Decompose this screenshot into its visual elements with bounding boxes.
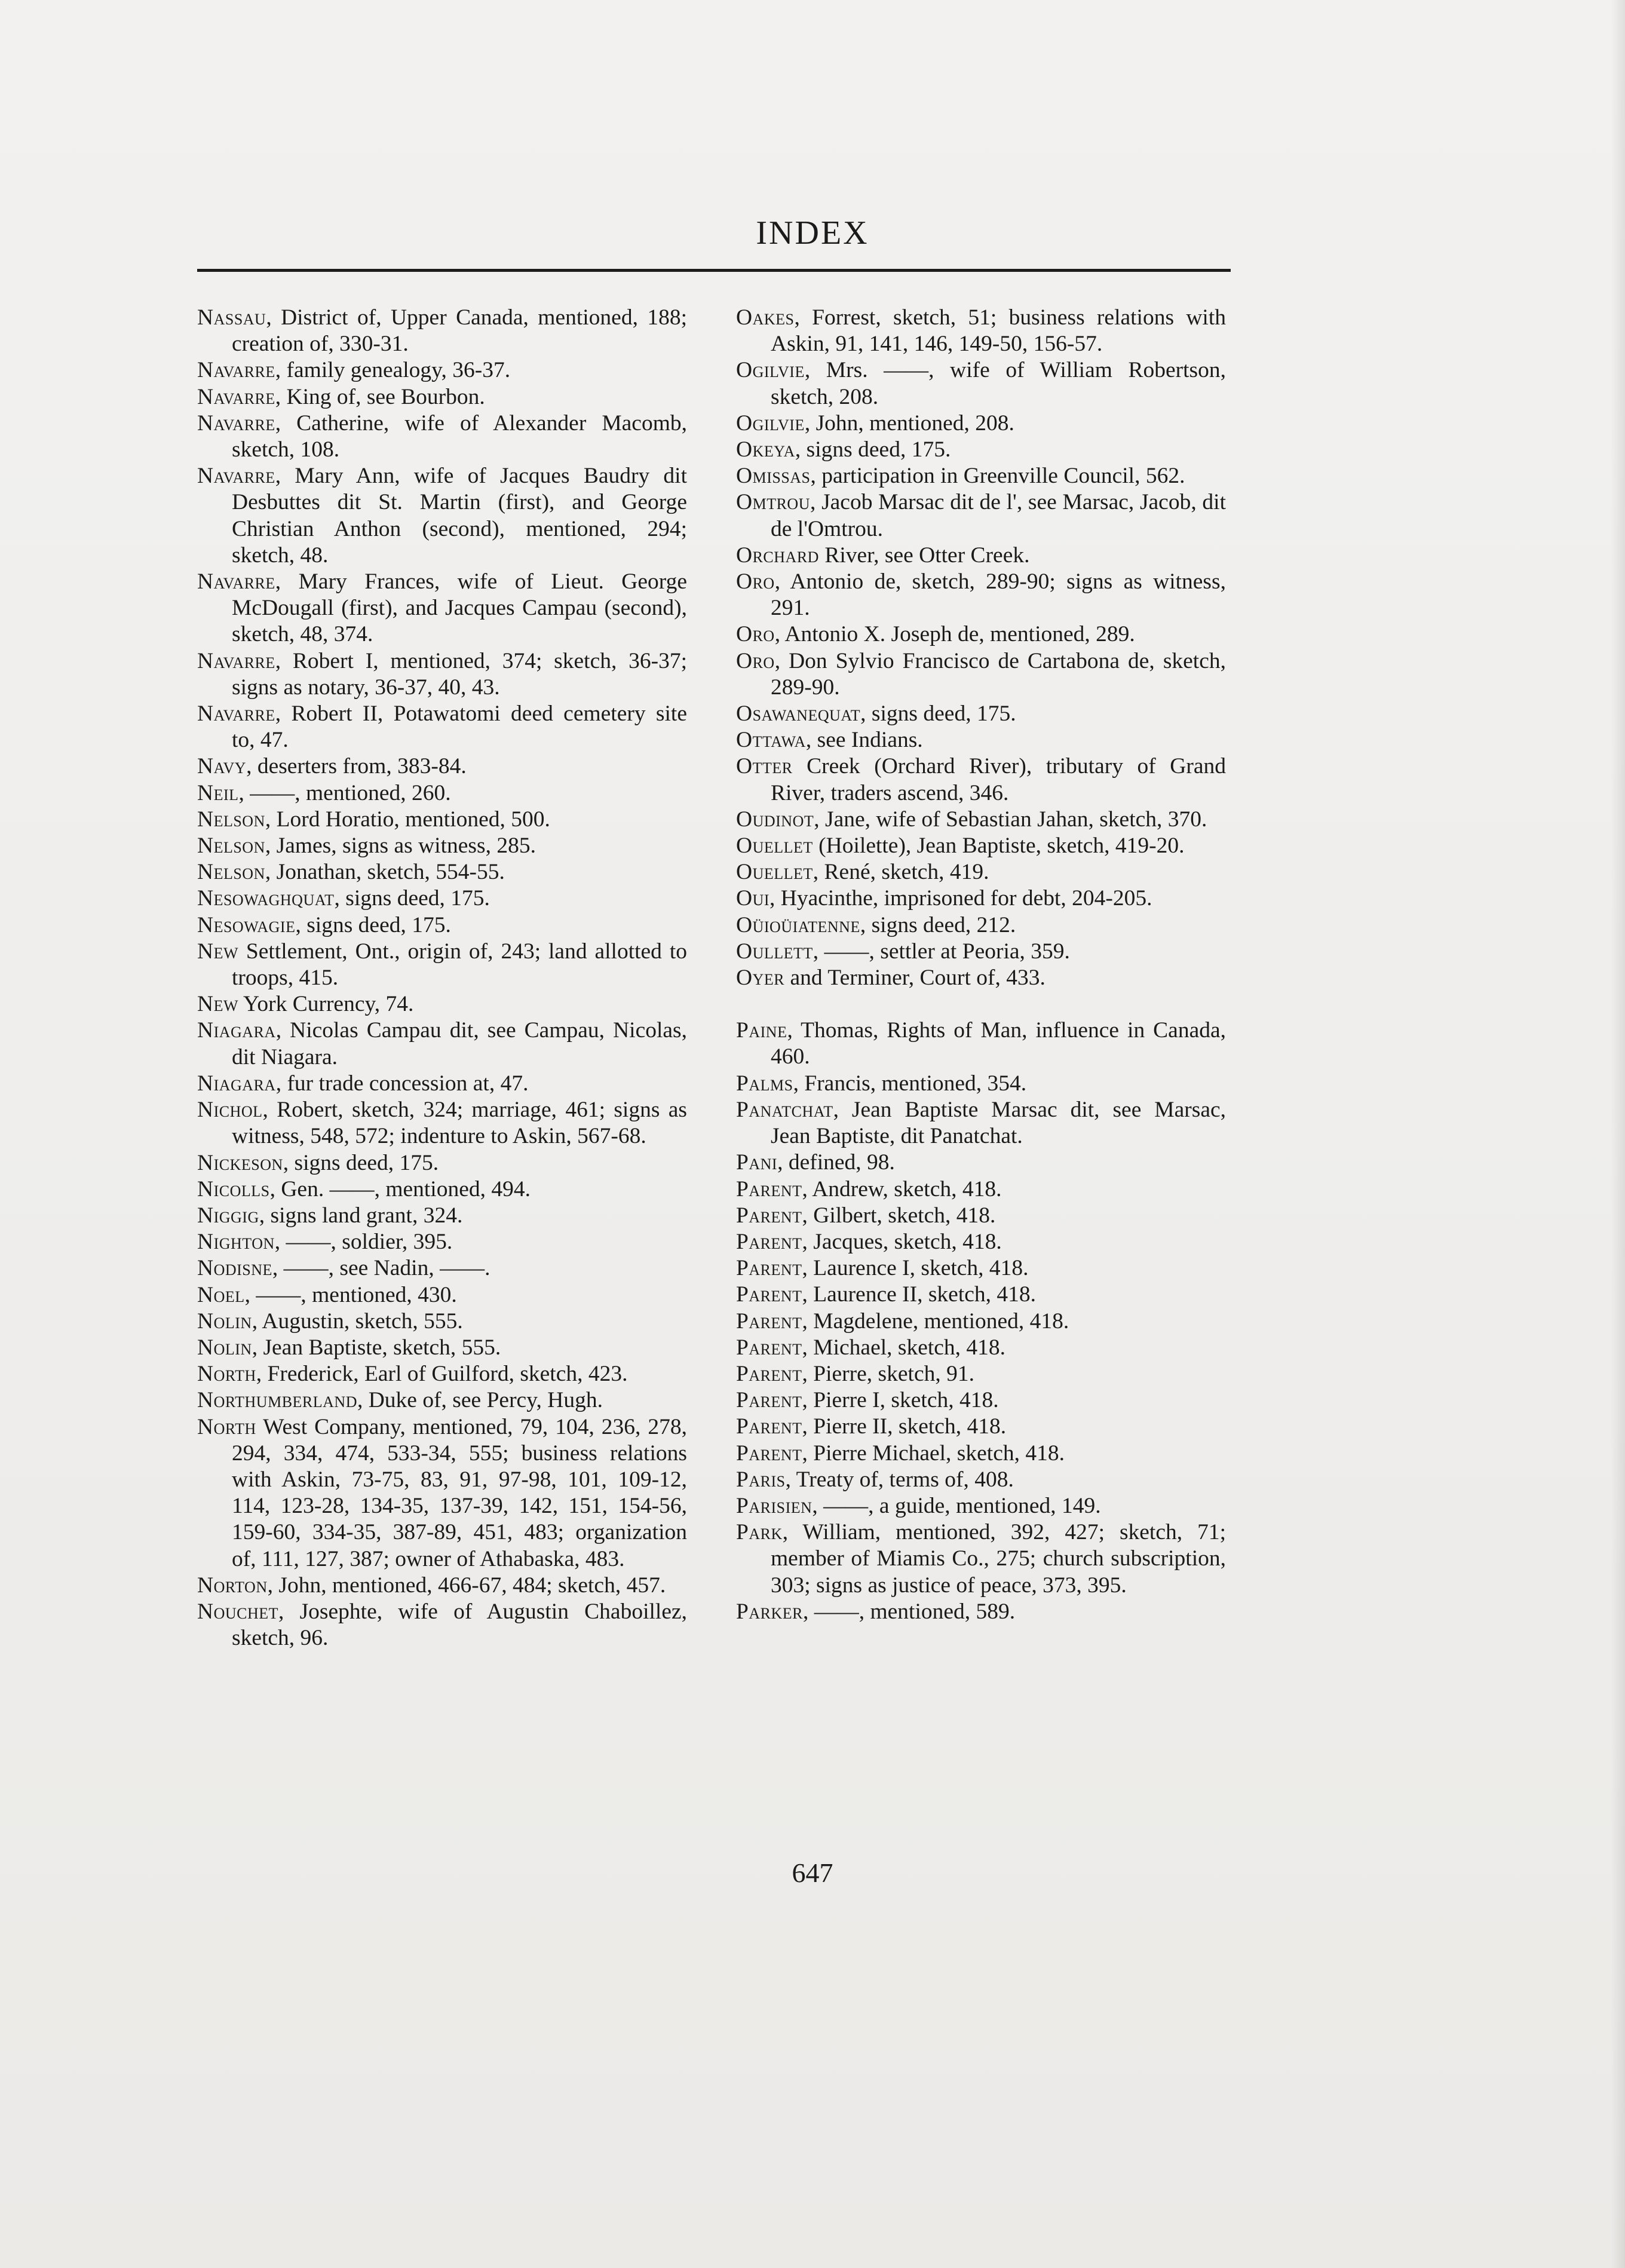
index-entry bbox=[197, 1017, 687, 1070]
index-entry bbox=[197, 939, 687, 991]
index-entry-text: , Pierre Michael, sketch, 418. bbox=[802, 1441, 1065, 1466]
index-entry-text: , John, mentioned, 208. bbox=[804, 410, 1014, 436]
index-entry-heading: Omissas bbox=[736, 464, 811, 489]
index-entry bbox=[197, 859, 687, 885]
index-entry-heading: Parent bbox=[736, 1308, 802, 1334]
index-entry-text: , Augustin, sketch, 555. bbox=[252, 1308, 463, 1334]
index-entry-text: , Antonio de, sketch, 289-90; signs as witness, 291. bbox=[771, 569, 1226, 621]
index-entry-text: , Mary Frances, wife of Lieut. George McDougall (first), and Jacques Campau (second), sketch, 48, 374. bbox=[232, 569, 687, 647]
index-entry-heading: Parisien bbox=[736, 1493, 812, 1518]
index-entry bbox=[736, 1467, 1226, 1493]
index-entry bbox=[197, 1071, 687, 1097]
index-entry-heading: Nesowaghquat bbox=[197, 886, 335, 911]
index-entry-heading: Osawanequat bbox=[736, 701, 861, 727]
index-entry bbox=[736, 701, 1226, 727]
index-entry bbox=[736, 410, 1226, 437]
index-entry-heading: Navarre bbox=[197, 464, 275, 489]
index-entry-heading: Nolin bbox=[197, 1335, 252, 1360]
index-entry-text: , ——, settler at Peoria, 359. bbox=[812, 939, 1070, 964]
index-entry-heading: Paine bbox=[736, 1018, 787, 1043]
index-entry bbox=[736, 621, 1226, 648]
index-entry-text: , Josephte, wife of Augustin Chaboillez, sketch, 96. bbox=[232, 1599, 687, 1651]
index-entry bbox=[197, 1282, 687, 1308]
index-entry bbox=[736, 1017, 1226, 1070]
index-entry-text: , Laurence II, sketch, 418. bbox=[802, 1282, 1037, 1307]
index-entry-text: , Gen. ——, mentioned, 494. bbox=[269, 1176, 531, 1202]
index-entry-text: , signs deed, 175. bbox=[860, 701, 1016, 727]
index-entry-text: , Andrew, sketch, 418. bbox=[802, 1176, 1002, 1202]
index-entry-heading: Nolin bbox=[197, 1308, 252, 1334]
index-entry-heading: Palms bbox=[736, 1071, 793, 1096]
index-entry bbox=[197, 1308, 687, 1335]
index-entry bbox=[736, 912, 1226, 939]
index-entry bbox=[736, 463, 1226, 489]
index-entry-text: , ——, mentioned, 589. bbox=[802, 1599, 1016, 1624]
index-entry bbox=[736, 489, 1226, 542]
index-entry bbox=[736, 807, 1226, 833]
index-entry-heading: Northumberland bbox=[197, 1388, 357, 1413]
index-entry-text: , Michael, sketch, 418. bbox=[802, 1335, 1006, 1360]
index-entry-heading: Noel bbox=[197, 1282, 245, 1307]
index-entry-text: , deserters from, 383-84. bbox=[246, 754, 467, 779]
index-entry-text: , William, mentioned, 392, 427; sketch, 71; member of Miamis Co., 275; church subscription, 303; signs as justice of peace, 373, 395. bbox=[771, 1520, 1226, 1598]
index-entry-heading: Nouchet bbox=[197, 1599, 279, 1624]
index-entry-text: , John, mentioned, 466-67, 484; sketch, 457. bbox=[267, 1573, 666, 1598]
index-entry-text: , District of, Upper Canada, mentioned, 188; creation of, 330-31. bbox=[232, 305, 687, 357]
index-entry bbox=[197, 384, 687, 410]
index-entry bbox=[197, 648, 687, 701]
index-entry-text: , signs land grant, 324. bbox=[259, 1203, 463, 1228]
index-entry-heading: Navy bbox=[197, 754, 247, 779]
index-entry bbox=[197, 1255, 687, 1282]
index-entry-text: , signs deed, 212. bbox=[860, 912, 1016, 937]
index-entry bbox=[736, 727, 1226, 753]
index-entry-text: , defined, 98. bbox=[777, 1150, 895, 1175]
index-entry bbox=[736, 543, 1226, 569]
index-column-left bbox=[197, 305, 687, 1651]
index-entry-text: , Don Sylvio Francisco de Cartabona de, sketch, 289-90. bbox=[771, 648, 1226, 700]
index-entry-text: , Forrest, sketch, 51; business relations with Askin, 91, 141, 146, 149-50, 156-57. bbox=[771, 305, 1226, 357]
index-entry bbox=[736, 1335, 1226, 1361]
index-entry-text: , Jean Baptiste Marsac dit, see Marsac, Jean Baptiste, dit Panatchat. bbox=[771, 1097, 1226, 1149]
index-entry-text: , Pierre I, sketch, 418. bbox=[802, 1388, 999, 1413]
index-entry-text: , signs deed, 175. bbox=[795, 437, 951, 462]
index-entry-heading: Neil bbox=[197, 780, 239, 805]
index-entry bbox=[197, 1361, 687, 1387]
index-entry-heading: Parent bbox=[736, 1414, 802, 1439]
index-entry-heading: Nelson bbox=[197, 833, 265, 859]
index-entry bbox=[197, 1599, 687, 1651]
index-entry bbox=[736, 1176, 1226, 1203]
index-entry-text: , Robert, sketch, 324; marriage, 461; signs as witness, 548, 572; indenture to Askin, 567-68. bbox=[232, 1098, 687, 1149]
index-entry-text: , Mrs. ——, wife of William Robertson, sketch, 208. bbox=[771, 358, 1226, 409]
index-entry-text: , Jane, wife of Sebastian Jahan, sketch, 370. bbox=[814, 807, 1207, 832]
index-entry-text: , Treaty of, terms of, 408. bbox=[785, 1467, 1014, 1492]
index-entry-heading: Nickeson bbox=[197, 1150, 283, 1175]
index-entry-heading: Ottawa bbox=[736, 728, 806, 753]
index-entry-text: York Currency, 74. bbox=[238, 992, 414, 1017]
index-entry-heading: Ogilvie bbox=[736, 410, 805, 436]
index-entry-heading: Oro bbox=[736, 569, 775, 594]
index-entry bbox=[197, 463, 687, 569]
index-entry-heading: Nicolls bbox=[197, 1176, 270, 1202]
index-entry-text: , Gilbert, sketch, 418. bbox=[802, 1203, 996, 1228]
index-entry-text: , ——, soldier, 395. bbox=[274, 1230, 453, 1255]
index-entry bbox=[736, 1599, 1226, 1625]
index-entry-heading: Nesowagie bbox=[197, 912, 296, 937]
index-entry-text: , James, signs as witness, 285. bbox=[265, 833, 536, 859]
index-entry bbox=[736, 1203, 1226, 1229]
index-entry-text: , participation in Greenville Council, 562. bbox=[810, 464, 1185, 489]
index-entry-heading: Pani bbox=[736, 1150, 778, 1175]
index-entry-heading: Ogilvie bbox=[736, 358, 805, 383]
index-entry bbox=[736, 357, 1226, 410]
index-entry-text: (Hoilette), Jean Baptiste, sketch, 419-20. bbox=[812, 833, 1185, 859]
index-entry-heading: New bbox=[197, 939, 239, 964]
index-entry-heading: Ouellet bbox=[736, 833, 813, 859]
index-entry-text: , Francis, mentioned, 354. bbox=[793, 1071, 1027, 1096]
index-entry-heading: Niggig bbox=[197, 1203, 259, 1228]
index-entry-text: , Catherine, wife of Alexander Macomb, sketch, 108. bbox=[232, 410, 687, 462]
page-number: 647 bbox=[792, 1858, 833, 1888]
index-entry bbox=[736, 648, 1226, 701]
index-entry-text: Creek (Orchard River), tributary of Grand River, traders ascend, 346. bbox=[771, 754, 1226, 805]
index-entry-heading: Parent bbox=[736, 1361, 802, 1386]
index-entry bbox=[197, 1573, 687, 1599]
index-entry bbox=[197, 701, 687, 753]
index-entry-heading: Oudinot bbox=[736, 807, 814, 832]
index-entry-heading: Norton bbox=[197, 1573, 268, 1598]
index-entry-heading: Navarre bbox=[197, 384, 275, 409]
index-entry-heading: North bbox=[197, 1414, 256, 1439]
index-entry-text: , Magdelene, mentioned, 418. bbox=[802, 1308, 1069, 1334]
index-entry-heading: Parker bbox=[736, 1599, 803, 1624]
page-title: INDEX bbox=[756, 214, 869, 252]
index-entry-text: , Laurence I, sketch, 418. bbox=[802, 1256, 1029, 1281]
index-entry-heading: Navarre bbox=[197, 569, 275, 594]
index-entry bbox=[197, 1150, 687, 1176]
index-entry-text: , Nicolas Campau dit, see Campau, Nicolas, dit Niagara. bbox=[232, 1018, 687, 1069]
index-entry-heading: Navarre bbox=[197, 410, 275, 436]
index-entry bbox=[736, 437, 1226, 463]
index-entry bbox=[197, 1203, 687, 1229]
index-entry bbox=[736, 1493, 1226, 1519]
index-entry bbox=[197, 1387, 687, 1414]
index-entry-text: , fur trade concession at, 47. bbox=[275, 1071, 529, 1096]
index-entry-text: , Jacob Marsac dit de l', see Marsac, Jacob, dit de l'Omtrou. bbox=[771, 490, 1226, 541]
index-entry-text: , Thomas, Rights of Man, influence in Canada, 460. bbox=[771, 1018, 1226, 1069]
index-entry-text: , signs deed, 175. bbox=[334, 886, 490, 911]
index-entry-text: , King of, see Bourbon. bbox=[275, 384, 485, 409]
index-entry bbox=[197, 410, 687, 463]
index-entry-text: River, see Otter Creek. bbox=[818, 543, 1030, 568]
index-entry bbox=[197, 1335, 687, 1361]
index-entry bbox=[736, 1414, 1226, 1440]
index-entry bbox=[736, 1071, 1226, 1097]
index-entry-heading: Parent bbox=[736, 1335, 802, 1360]
index-entry bbox=[736, 885, 1226, 912]
index-entry-heading: Oakes bbox=[736, 305, 795, 330]
index-entry-heading: Oro bbox=[736, 622, 775, 647]
index-entry-text: Settlement, Ont., origin of, 243; land allotted to troops, 415. bbox=[232, 939, 687, 991]
index-entry bbox=[736, 1441, 1226, 1467]
index-entry-text: , René, sketch, 419. bbox=[812, 860, 989, 885]
index-entry bbox=[736, 753, 1226, 806]
index-entry-heading: Oüioüiatenne bbox=[736, 912, 860, 937]
page-edge-shadow bbox=[1611, 0, 1625, 2268]
index-entry-heading: Navarre bbox=[197, 358, 275, 383]
index-entry-heading: Panatchat bbox=[736, 1097, 833, 1122]
index-entry bbox=[736, 1282, 1226, 1308]
index-entry-heading: Ouellet bbox=[736, 860, 813, 885]
index-entry-text: , ——, mentioned, 430. bbox=[244, 1282, 457, 1307]
index-entry-heading: North bbox=[197, 1362, 256, 1387]
index-entry-text: and Terminer, Court of, 433. bbox=[784, 966, 1045, 991]
index-entry-heading: Oro bbox=[736, 648, 775, 673]
index-entry-text: , Robert I, mentioned, 374; sketch, 36-37; signs as notary, 36-37, 40, 43. bbox=[232, 648, 687, 700]
index-entry bbox=[197, 753, 687, 780]
index-entry-text: , see Indians. bbox=[805, 728, 923, 753]
index-entry bbox=[736, 1519, 1226, 1599]
index-column-right bbox=[736, 305, 1226, 1625]
index-entry-text: , signs deed, 175. bbox=[283, 1150, 439, 1175]
index-entry-text: , Hyacinthe, imprisoned for debt, 204-205. bbox=[769, 886, 1152, 911]
index-entry bbox=[736, 1387, 1226, 1414]
index-entry-heading: Navarre bbox=[197, 701, 275, 727]
index-entry-text: , Duke of, see Percy, Hugh. bbox=[357, 1388, 603, 1413]
header-rule bbox=[197, 269, 1231, 272]
index-entry bbox=[736, 939, 1226, 965]
index-entry bbox=[736, 1361, 1226, 1387]
index-entry-heading: Parent bbox=[736, 1388, 802, 1413]
index-entry bbox=[736, 859, 1226, 885]
index-entry bbox=[197, 912, 687, 939]
index-entry-text: , Jean Baptiste, sketch, 555. bbox=[252, 1335, 501, 1360]
index-entry-heading: Paris bbox=[736, 1467, 786, 1492]
index-entry-heading: Nelson bbox=[197, 807, 265, 832]
index-entry bbox=[197, 885, 687, 912]
index-entry bbox=[736, 305, 1226, 357]
index-entry bbox=[736, 1229, 1226, 1255]
index-entry bbox=[197, 780, 687, 807]
index-entry-heading: Parent bbox=[736, 1229, 802, 1254]
index-entry bbox=[736, 569, 1226, 621]
index-entry-heading: Niagara bbox=[197, 1071, 276, 1096]
index-entry-heading: Parent bbox=[736, 1282, 802, 1307]
index-entry-text: , Jacques, sketch, 418. bbox=[802, 1229, 1002, 1254]
index-entry-heading: Oyer bbox=[736, 966, 785, 991]
index-entry-text: West Company, mentioned, 79, 104, 236, 278, 294, 334, 474, 533-34, 555; business relations with Askin, 73-75, 83, 91, 97-98, 101, 109-12, 114, 123-28, 134-35, 137-39, 142, 151, 154-56, 159-60, 334-35, 387-89, 451, 483; organization of, 111, 127, 387; owner of Athabaska, 483. bbox=[232, 1414, 687, 1571]
index-entry-heading: Nelson bbox=[197, 860, 265, 885]
index-entry-heading: Parent bbox=[736, 1256, 802, 1281]
index-entry-heading: Nodisne bbox=[197, 1256, 272, 1281]
index-entry-heading: New bbox=[197, 992, 239, 1017]
index-entry bbox=[197, 991, 687, 1017]
index-entry bbox=[736, 1097, 1226, 1150]
index-entry-heading: Nichol bbox=[197, 1098, 263, 1123]
index-entry-heading: Parent bbox=[736, 1441, 802, 1466]
index-entry-text: , Robert II, Potawatomi deed cemetery site to, 47. bbox=[232, 701, 687, 753]
index-entry-text: , family genealogy, 36-37. bbox=[275, 358, 511, 383]
index-entry-text: , Jonathan, sketch, 554-55. bbox=[265, 860, 505, 885]
index-entry-text: , Mary Ann, wife of Jacques Baudry dit Desbuttes dit St. Martin (first), and George Christian Anthon (second), mentioned, 294; sketch, 48. bbox=[232, 464, 687, 568]
index-entry-heading: Nassau bbox=[197, 305, 266, 330]
index-entry-text: , Lord Horatio, mentioned, 500. bbox=[265, 807, 550, 832]
index-entry-text: , ——, see Nadin, ——. bbox=[272, 1256, 490, 1281]
index-entry-heading: Otter bbox=[736, 754, 793, 779]
index-entry-text: , Antonio X. Joseph de, mentioned, 289. bbox=[774, 622, 1135, 647]
index-entry-text: , ——, a guide, mentioned, 149. bbox=[812, 1493, 1101, 1518]
index-entry-heading: Parent bbox=[736, 1176, 802, 1202]
index-entry bbox=[197, 357, 687, 384]
index-entry-heading: Parent bbox=[736, 1203, 802, 1228]
index-entry-heading: Niagara bbox=[197, 1018, 276, 1043]
index-entry bbox=[197, 1414, 687, 1573]
index-entry bbox=[736, 1150, 1226, 1176]
index-entry-heading: Orchard bbox=[736, 543, 819, 568]
index-entry-heading: Okeya bbox=[736, 437, 795, 462]
index-entry bbox=[197, 305, 687, 357]
index-entry bbox=[736, 1255, 1226, 1282]
index-entry-heading: Omtrou bbox=[736, 490, 810, 515]
index-entry-text: , signs deed, 175. bbox=[295, 912, 451, 937]
index-entry bbox=[197, 1176, 687, 1203]
index-entry-heading: Park bbox=[736, 1520, 783, 1545]
index-entry bbox=[197, 833, 687, 859]
index-entry bbox=[197, 1229, 687, 1255]
index-entry-text: , Pierre II, sketch, 418. bbox=[802, 1414, 1007, 1439]
index-entry bbox=[736, 1308, 1226, 1335]
index-entry-heading: Nighton bbox=[197, 1230, 275, 1255]
index-entry bbox=[197, 807, 687, 833]
index-entry bbox=[197, 569, 687, 648]
index-entry bbox=[736, 965, 1226, 991]
index-entry-text: , Pierre, sketch, 91. bbox=[802, 1361, 974, 1386]
index-entry-text: , Frederick, Earl of Guilford, sketch, 423. bbox=[256, 1362, 628, 1387]
index-entry-heading: Oui bbox=[736, 886, 770, 911]
index-entry-heading: Navarre bbox=[197, 648, 275, 673]
index-entry bbox=[736, 833, 1226, 859]
index-entry bbox=[197, 1097, 687, 1150]
index-entry-heading: Oullett bbox=[736, 939, 813, 964]
index-entry-text: , ——, mentioned, 260. bbox=[238, 780, 451, 805]
